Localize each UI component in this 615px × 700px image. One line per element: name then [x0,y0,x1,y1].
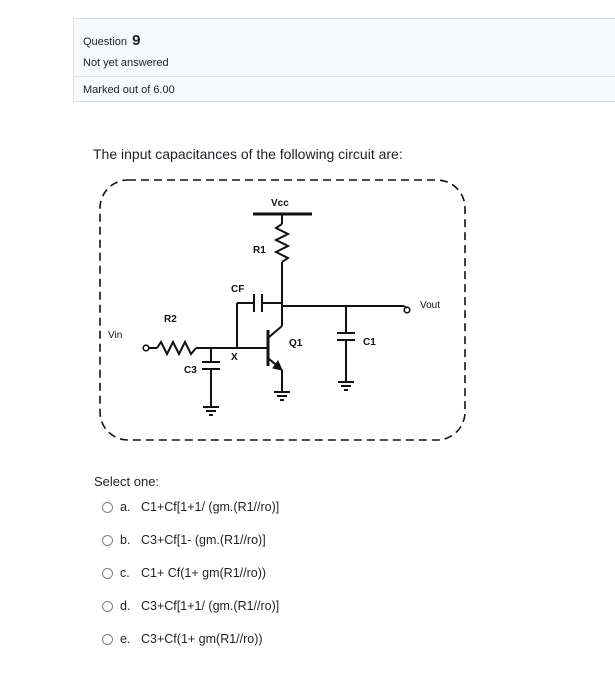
option-b-radio[interactable] [102,535,113,546]
label-x: X [231,352,238,363]
question-marks: Marked out of 6.00 [83,84,175,96]
select-one-prompt: Select one: [94,474,160,489]
label-vout: Vout [420,300,441,311]
question-status: Not yet answered [83,57,169,69]
option-e-letter: e. [120,632,131,646]
question-number-value: 9 [132,32,141,49]
option-c[interactable] [102,563,362,583]
option-d-radio[interactable] [102,601,113,612]
label-cf: CF [231,284,245,295]
question-info-box [73,18,615,102]
option-e[interactable] [102,629,362,649]
question-text: The input capacitances of the following circuit are: [93,146,403,162]
label-c3: C3 [184,365,197,376]
label-r2: R2 [164,314,177,325]
option-c-letter: c. [120,566,130,580]
question-label: Question [83,36,128,48]
option-b-text: C3+Cf[1- (gm.(R1//ro)] [141,533,266,547]
vout-terminal [404,307,410,313]
option-d-letter: d. [120,599,131,613]
option-e-radio[interactable] [102,634,113,645]
circuit-diagram [90,178,480,453]
option-d[interactable] [102,596,362,616]
option-e-text: C3+Cf(1+ gm(R1//ro)) [141,632,263,646]
question-number [83,32,140,49]
option-a-text: C1+Cf[1+1/ (gm.(R1//ro)] [141,500,280,514]
option-b[interactable] [102,530,362,550]
r1-resistor [276,224,288,262]
option-c-text: C1+ Cf(1+ gm(R1//ro)) [141,566,267,580]
info-divider [74,76,615,77]
label-vcc: Vcc [271,198,289,209]
option-a-radio[interactable] [102,502,113,513]
label-r1: R1 [253,245,266,256]
option-a[interactable] [102,497,362,517]
vin-terminal [143,345,149,351]
label-vin: Vin [108,330,123,341]
option-b-letter: b. [120,533,131,547]
option-a-letter: a. [120,500,131,514]
option-c-radio[interactable] [102,568,113,579]
label-c1: C1 [363,337,376,348]
option-d-text: C3+Cf[1+1/ (gm.(R1//ro)] [141,599,280,613]
label-q1: Q1 [289,338,303,349]
r2-resistor [157,342,196,354]
